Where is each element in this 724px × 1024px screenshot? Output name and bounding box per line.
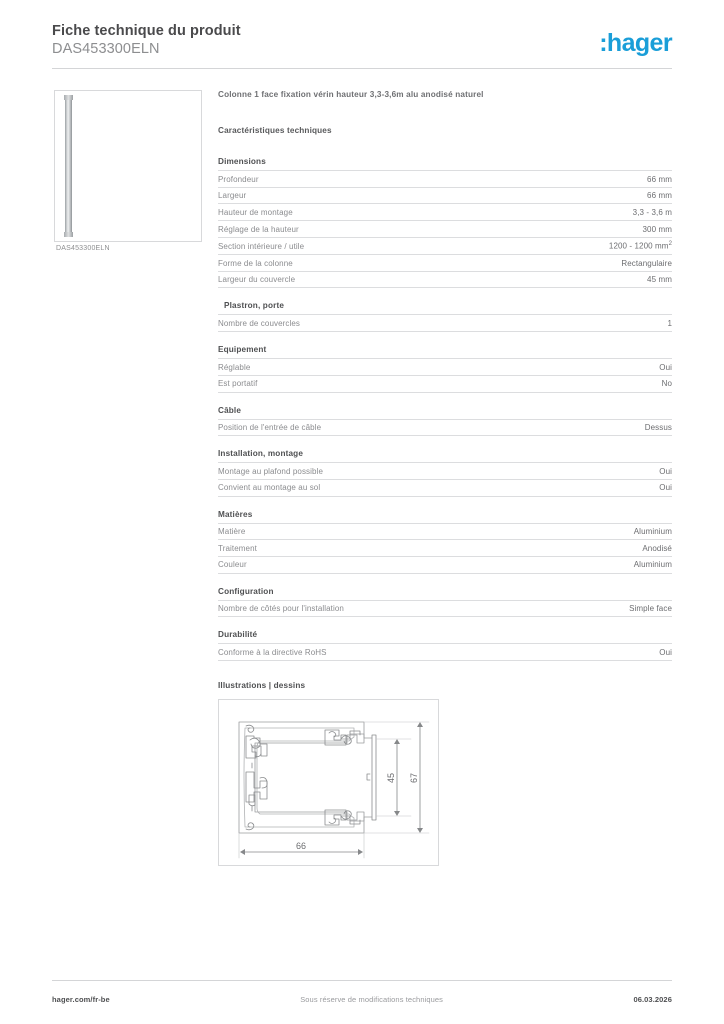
dimension-label-67: 67 (409, 773, 419, 784)
specifications-title: Caractéristiques techniques (218, 126, 332, 135)
spec-section-title: Plastron, porte (224, 301, 285, 311)
spec-section-title: Matières (218, 509, 253, 519)
document-header (52, 22, 672, 58)
spec-row (218, 271, 672, 289)
spec-value: Anodisé (642, 543, 672, 553)
spec-row (218, 556, 672, 574)
spec-row (218, 375, 672, 393)
spec-value: Simple face (629, 604, 672, 614)
specifications-table (218, 157, 672, 661)
spec-section (218, 345, 672, 392)
spec-value: Aluminium (633, 527, 672, 537)
product-image-box (54, 90, 202, 242)
spec-row (218, 539, 672, 556)
spec-row (218, 254, 672, 271)
page-title: Fiche technique du produit (52, 23, 241, 39)
spec-value: 45 mm (647, 275, 672, 285)
spec-value: 1 (667, 318, 672, 328)
footer-website[interactable]: hager.com/fr-be (52, 995, 110, 1004)
spec-row (218, 523, 672, 540)
spec-row (218, 170, 672, 187)
spec-value: 66 mm (647, 191, 672, 201)
spec-label: Matière (218, 527, 246, 537)
spec-label: Couleur (218, 560, 247, 570)
dimension-label-45: 45 (386, 773, 396, 784)
dimension-label-66: 66 (295, 841, 307, 852)
cross-section-svg (219, 700, 438, 865)
spec-row (218, 203, 672, 220)
spec-row (218, 358, 672, 375)
spec-value: Oui (659, 483, 672, 493)
spec-section-title: Câble (218, 405, 242, 415)
spec-label: Montage au plafond possible (218, 466, 323, 476)
spec-row (218, 419, 672, 437)
spec-label: Position de l'entrée de câble (218, 423, 322, 433)
spec-row (218, 314, 672, 332)
spec-label: Réglable (218, 362, 251, 372)
spec-label: Est portatif (218, 379, 258, 389)
spec-section (218, 587, 672, 618)
spec-section (218, 157, 672, 288)
spec-value: No (661, 379, 672, 389)
footer-date: 06.03.2026 (633, 995, 672, 1004)
spec-row (218, 643, 672, 661)
spec-label: Nombre de côtés pour l'installation (218, 604, 344, 614)
footer-divider (52, 980, 672, 981)
spec-label: Réglage de la hauteur (218, 224, 299, 234)
illustrations-title: Illustrations | dessins (218, 681, 306, 691)
spec-row (218, 600, 672, 618)
product-reference: DAS453300ELN (52, 41, 160, 57)
main-content (218, 90, 672, 866)
spec-label: Forme de la colonne (218, 258, 293, 268)
spec-label: Traitement (218, 543, 257, 553)
footer-disclaimer: Sous réserve de modifications techniques (300, 995, 444, 1004)
spec-label: Largeur du couvercle (218, 275, 296, 285)
spec-section-title: Configuration (218, 586, 274, 596)
spec-value: 66 mm (647, 174, 672, 184)
spec-label: Section intérieure / utile (218, 241, 305, 251)
spec-section (218, 301, 672, 332)
spec-section (218, 510, 672, 574)
spec-section-title: Durabilité (218, 630, 258, 640)
spec-value: Oui (659, 647, 672, 657)
spec-label: Convient au montage au sol (218, 483, 321, 493)
product-image-caption: DAS453300ELN (56, 245, 110, 252)
spec-label: Conforme à la directive RoHS (218, 647, 327, 657)
spec-value: Rectangulaire (621, 258, 672, 268)
spec-row (218, 237, 672, 254)
spec-label: Nombre de couvercles (218, 318, 301, 328)
spec-label: Hauteur de montage (218, 207, 293, 217)
aluminium-column-icon (65, 99, 72, 235)
header-divider (52, 68, 672, 69)
spec-value: Oui (659, 466, 672, 476)
spec-section (218, 630, 672, 661)
technical-drawing (218, 699, 439, 866)
spec-value: 3,3 - 3,6 m (632, 207, 672, 217)
spec-section (218, 449, 672, 496)
spec-row (218, 220, 672, 237)
spec-value: Oui (659, 362, 672, 372)
spec-section (218, 406, 672, 437)
spec-row (218, 462, 672, 479)
spec-value: Dessus (644, 423, 672, 433)
column-top-cap-icon (64, 95, 73, 100)
spec-value: 300 mm (642, 224, 672, 234)
product-description: Colonne 1 face fixation vérin hauteur 3,3-3,6m alu anodisé naturel (218, 90, 484, 99)
spec-label: Profondeur (218, 174, 259, 184)
spec-section-title: Equipement (218, 345, 267, 355)
hager-logo: :hager (599, 29, 672, 57)
spec-section-title: Dimensions (218, 157, 266, 166)
spec-section-title: Installation, montage (218, 449, 304, 459)
column-bottom-cap-icon (64, 232, 73, 237)
document-footer (52, 995, 672, 1004)
spec-row (218, 479, 672, 497)
spec-value: 1200 - 1200 $mm^2$ (608, 241, 672, 251)
spec-row (218, 187, 672, 204)
spec-label: Largeur (218, 191, 247, 201)
spec-value: Aluminium (633, 560, 672, 570)
